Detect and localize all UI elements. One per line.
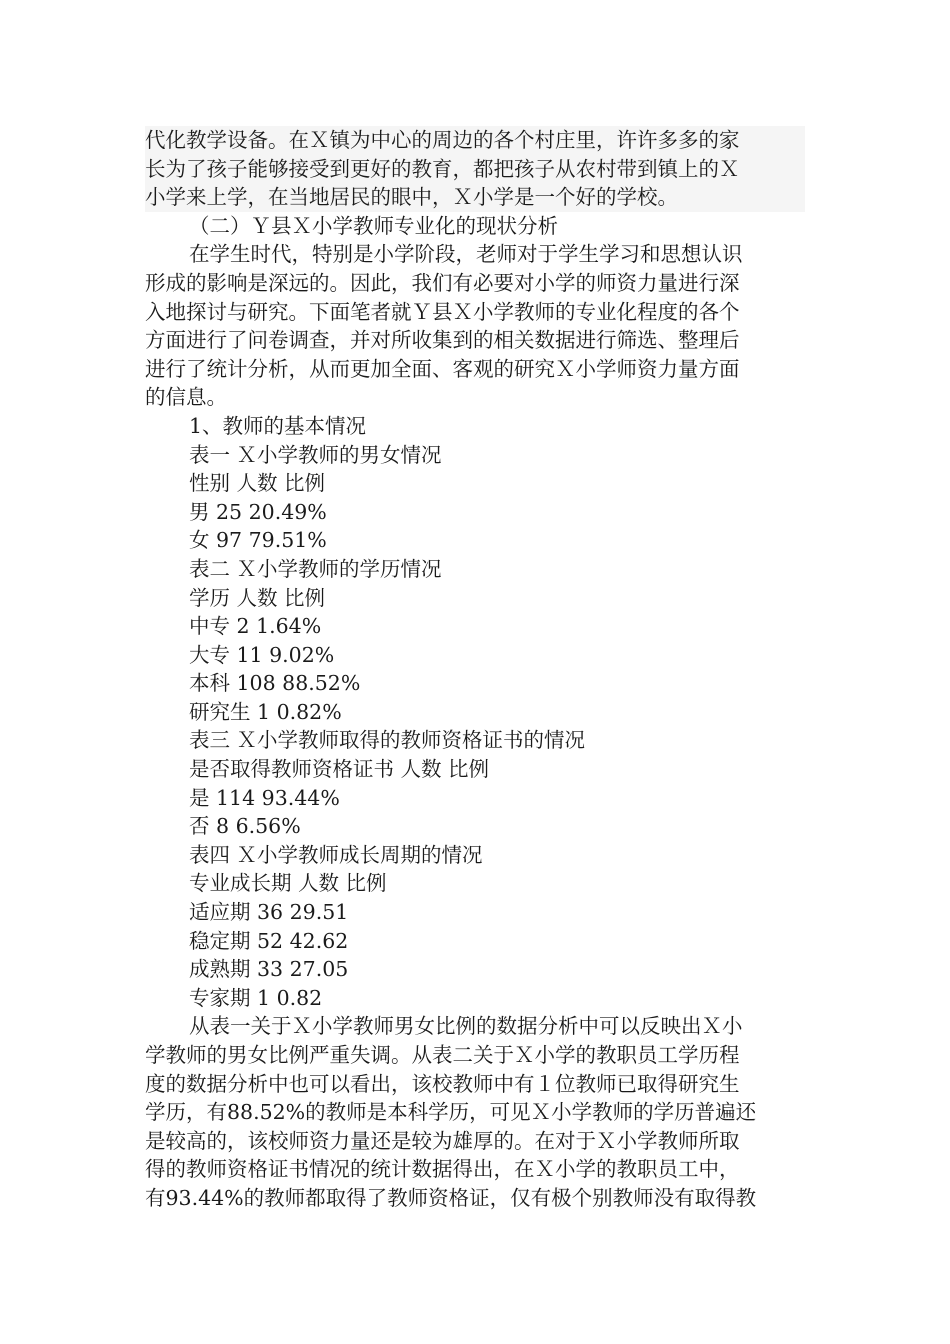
table-row: 是 114 93.44% xyxy=(189,785,340,810)
paragraph-line: 的信息。 xyxy=(145,385,227,410)
paragraph-line: 从表一关于Ｘ小学教师男女比例的数据分析中可以反映出Ｘ小 xyxy=(189,1014,743,1039)
table-row: 适应期 36 29.51 xyxy=(189,900,349,925)
paragraph-line: 度的数据分析中也可以看出，该校教师中有１位教师已取得研究生 xyxy=(145,1071,740,1096)
table-caption: 表二 Ｘ小学教师的学历情况 xyxy=(189,556,442,581)
table-row: 稳定期 52 42.62 xyxy=(189,928,349,953)
table-header-row: 是否取得教师资格证书 人数 比例 xyxy=(189,757,490,782)
table-caption: 表三 Ｘ小学教师取得的教师资格证书的情况 xyxy=(189,728,586,753)
table-row: 成熟期 33 27.05 xyxy=(189,957,349,982)
table-row: 否 8 6.56% xyxy=(189,814,301,839)
paragraph-line: 是较高的，该校师资力量还是较为雄厚的。在对于Ｘ小学教师所取 xyxy=(145,1128,740,1153)
paragraph-line: 小学来上学，在当地居民的眼中，Ｘ小学是一个好的学校。 xyxy=(145,183,805,212)
subsection-heading: 1、教师的基本情况 xyxy=(189,413,367,438)
table-row: 中专 2 1.64% xyxy=(189,614,322,639)
section-heading: （二）Ｙ县Ｘ小学教师专业化的现状分析 xyxy=(189,213,558,238)
table-row: 专家期 1 0.82 xyxy=(189,985,323,1010)
paragraph-line: 入地探讨与研究。下面笔者就Ｙ县Ｘ小学教师的专业化程度的各个 xyxy=(145,299,740,324)
paragraph-line: 长为了孩子能够接受到更好的教育，都把孩子从农村带到镇上的Ｘ xyxy=(145,155,805,184)
paragraph-line: 得的教师资格证书情况的统计数据得出，在Ｘ小学的教职员工中， xyxy=(145,1157,740,1182)
table-row: 研究生 1 0.82% xyxy=(189,699,342,724)
paragraph-line: 进行了统计分析，从而更加全面、客观的研究Ｘ小学师资力量方面 xyxy=(145,356,740,381)
paragraph-line: 形成的影响是深远的。因此，我们有必要对小学的师资力量进行深 xyxy=(145,270,740,295)
paragraph-line: 在学生时代，特别是小学阶段，老师对于学生学习和思想认识 xyxy=(189,242,743,267)
table-caption: 表一 Ｘ小学教师的男女情况 xyxy=(189,442,442,467)
paragraph-line: 方面进行了问卷调查，并对所收集到的相关数据进行筛选、整理后 xyxy=(145,328,740,353)
table-row: 女 97 79.51% xyxy=(189,528,327,553)
table-header-row: 学历 人数 比例 xyxy=(189,585,326,610)
paragraph-line: 学教师的男女比例严重失调。从表二关于Ｘ小学的教职员工学历程 xyxy=(145,1043,740,1067)
table-caption: 表四 Ｘ小学教师成长周期的情况 xyxy=(189,842,483,867)
table-header-row: 性别 人数 比例 xyxy=(189,471,326,496)
document-body xyxy=(145,126,805,1213)
paragraph-line: 代化教学设备。在Ｘ镇为中心的周边的各个村庄里，许许多多的家 xyxy=(145,126,805,155)
paragraph-line: 学历，有88.52%的教师是本科学历，可见Ｘ小学教师的学历普遍还 xyxy=(145,1100,757,1125)
table-row: 大专 11 9.02% xyxy=(189,642,335,667)
paragraph-line: 有93.44%的教师都取得了教师资格证，仅有极个别教师没有取得教 xyxy=(145,1185,757,1210)
table-row: 本科 108 88.52% xyxy=(189,671,361,696)
table-header-row: 专业成长期 人数 比例 xyxy=(189,871,387,896)
table-row: 男 25 20.49% xyxy=(189,499,327,524)
